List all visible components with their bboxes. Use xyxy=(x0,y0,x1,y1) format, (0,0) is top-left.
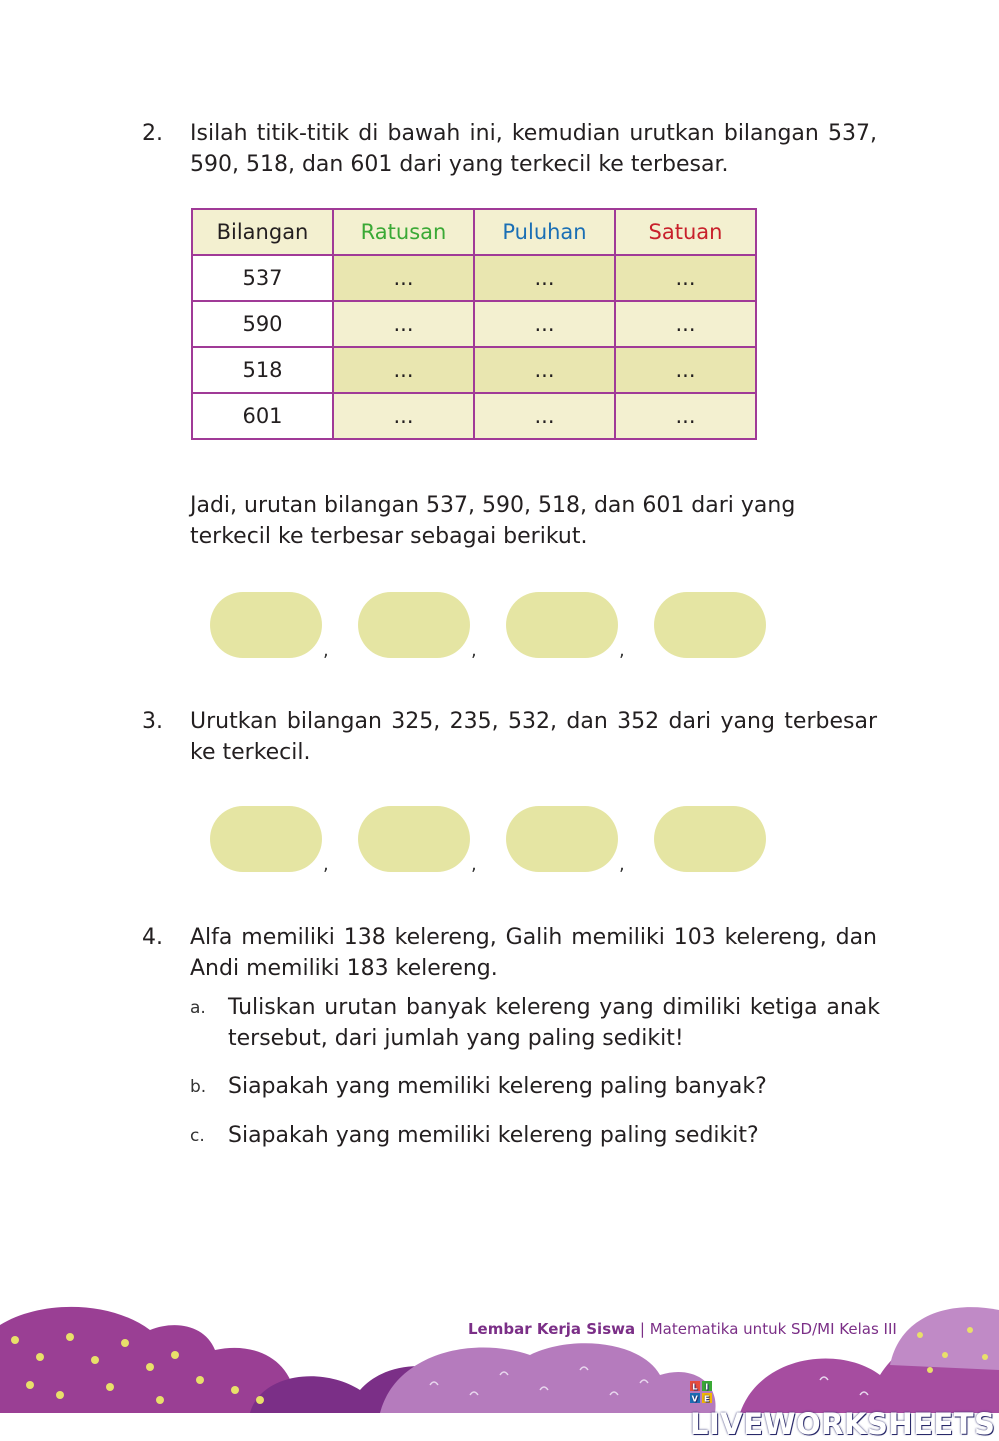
puluhan-blank[interactable]: ... xyxy=(474,301,615,347)
watermark-text: LIVEWORKSHEETS xyxy=(690,1407,996,1441)
question-number: 3. xyxy=(142,709,163,734)
sub-question-a xyxy=(190,992,880,1054)
sub-text: Tuliskan urutan banyak kelereng yang dimiliki ketiga anak tersebut, dari jumlah yang paling sedikit! xyxy=(228,995,880,1051)
comma-separator: , xyxy=(619,640,625,661)
puluhan-blank[interactable]: ... xyxy=(474,393,615,439)
question-text: Urutkan bilangan 325, 235, 532, dan 352 dari yang terbesar ke terkecil. xyxy=(190,709,877,765)
answer-box-q3-1[interactable] xyxy=(210,806,322,872)
header-bilangan: Bilangan xyxy=(192,209,333,255)
bush-shape xyxy=(380,1343,716,1413)
answer-box-q3-3[interactable] xyxy=(506,806,618,872)
place-value-table xyxy=(191,208,757,440)
header-satuan: Satuan xyxy=(615,209,756,255)
satuan-blank[interactable]: ... xyxy=(615,255,756,301)
table-row xyxy=(192,255,756,301)
row-number: 537 xyxy=(192,255,333,301)
question-4 xyxy=(142,922,877,984)
question-3 xyxy=(142,706,877,768)
liveworksheets-logo-icon xyxy=(690,1381,712,1403)
ratusan-blank[interactable]: ... xyxy=(333,255,474,301)
table-header-row xyxy=(192,209,756,255)
bush-shape xyxy=(890,1307,999,1370)
answer-box-q3-2[interactable] xyxy=(358,806,470,872)
header-ratusan: Ratusan xyxy=(333,209,474,255)
question-text: Isilah titik-titik di bawah ini, kemudian urutkan bilangan 537, 590, 518, dan 601 dari yang terkecil ke terbesar. xyxy=(190,121,877,177)
satuan-blank[interactable]: ... xyxy=(615,393,756,439)
answer-box-q3-4[interactable] xyxy=(654,806,766,872)
answer-box-q2-2[interactable] xyxy=(358,592,470,658)
svg-text:V: V xyxy=(691,1394,699,1403)
answer-box-q2-1[interactable] xyxy=(210,592,322,658)
comma-separator: , xyxy=(619,854,625,875)
ratusan-blank[interactable]: ... xyxy=(333,347,474,393)
conclusion-text: Jadi, urutan bilangan 537, 590, 518, dan 601 dari yang terkecil ke terbesar sebagai berikut. xyxy=(190,493,796,549)
bush-shape xyxy=(0,1307,295,1413)
question-text: Alfa memiliki 138 kelereng, Galih memiliki 103 kelereng, dan Andi memiliki 183 kelereng. xyxy=(190,925,877,981)
footer-title-bold: Lembar Kerja Siswa xyxy=(468,1320,636,1338)
comma-separator: , xyxy=(323,640,329,661)
sub-question-c xyxy=(190,1120,880,1151)
table-row xyxy=(192,301,756,347)
footer-title xyxy=(468,1320,897,1338)
question-2 xyxy=(142,118,877,180)
liveworksheets-watermark xyxy=(690,1373,999,1441)
row-number: 601 xyxy=(192,393,333,439)
answer-box-q2-4[interactable] xyxy=(654,592,766,658)
puluhan-blank[interactable]: ... xyxy=(474,255,615,301)
table-row xyxy=(192,347,756,393)
satuan-blank[interactable]: ... xyxy=(615,301,756,347)
svg-text:I: I xyxy=(705,1382,709,1392)
comma-separator: , xyxy=(471,854,477,875)
sub-question-b xyxy=(190,1071,880,1102)
puluhan-blank[interactable]: ... xyxy=(474,347,615,393)
table-row xyxy=(192,393,756,439)
question-number: 2. xyxy=(142,121,163,146)
answer-box-q2-3[interactable] xyxy=(506,592,618,658)
ratusan-blank[interactable]: ... xyxy=(333,301,474,347)
sub-label: a. xyxy=(190,998,206,1018)
header-puluhan: Puluhan xyxy=(474,209,615,255)
row-number: 590 xyxy=(192,301,333,347)
comma-separator: , xyxy=(471,640,477,661)
sub-label: c. xyxy=(190,1126,205,1146)
svg-text:L: L xyxy=(692,1382,698,1392)
row-number: 518 xyxy=(192,347,333,393)
footer-title-rest: | Matematika untuk SD/MI Kelas III xyxy=(635,1320,897,1338)
satuan-blank[interactable]: ... xyxy=(615,347,756,393)
question-number: 4. xyxy=(142,925,163,950)
sub-text: Siapakah yang memiliki kelereng paling banyak? xyxy=(228,1074,767,1099)
sub-text: Siapakah yang memiliki kelereng paling sedikit? xyxy=(228,1123,759,1148)
comma-separator: , xyxy=(323,854,329,875)
sub-label: b. xyxy=(190,1077,207,1097)
svg-text:E: E xyxy=(704,1394,710,1403)
ratusan-blank[interactable]: ... xyxy=(333,393,474,439)
